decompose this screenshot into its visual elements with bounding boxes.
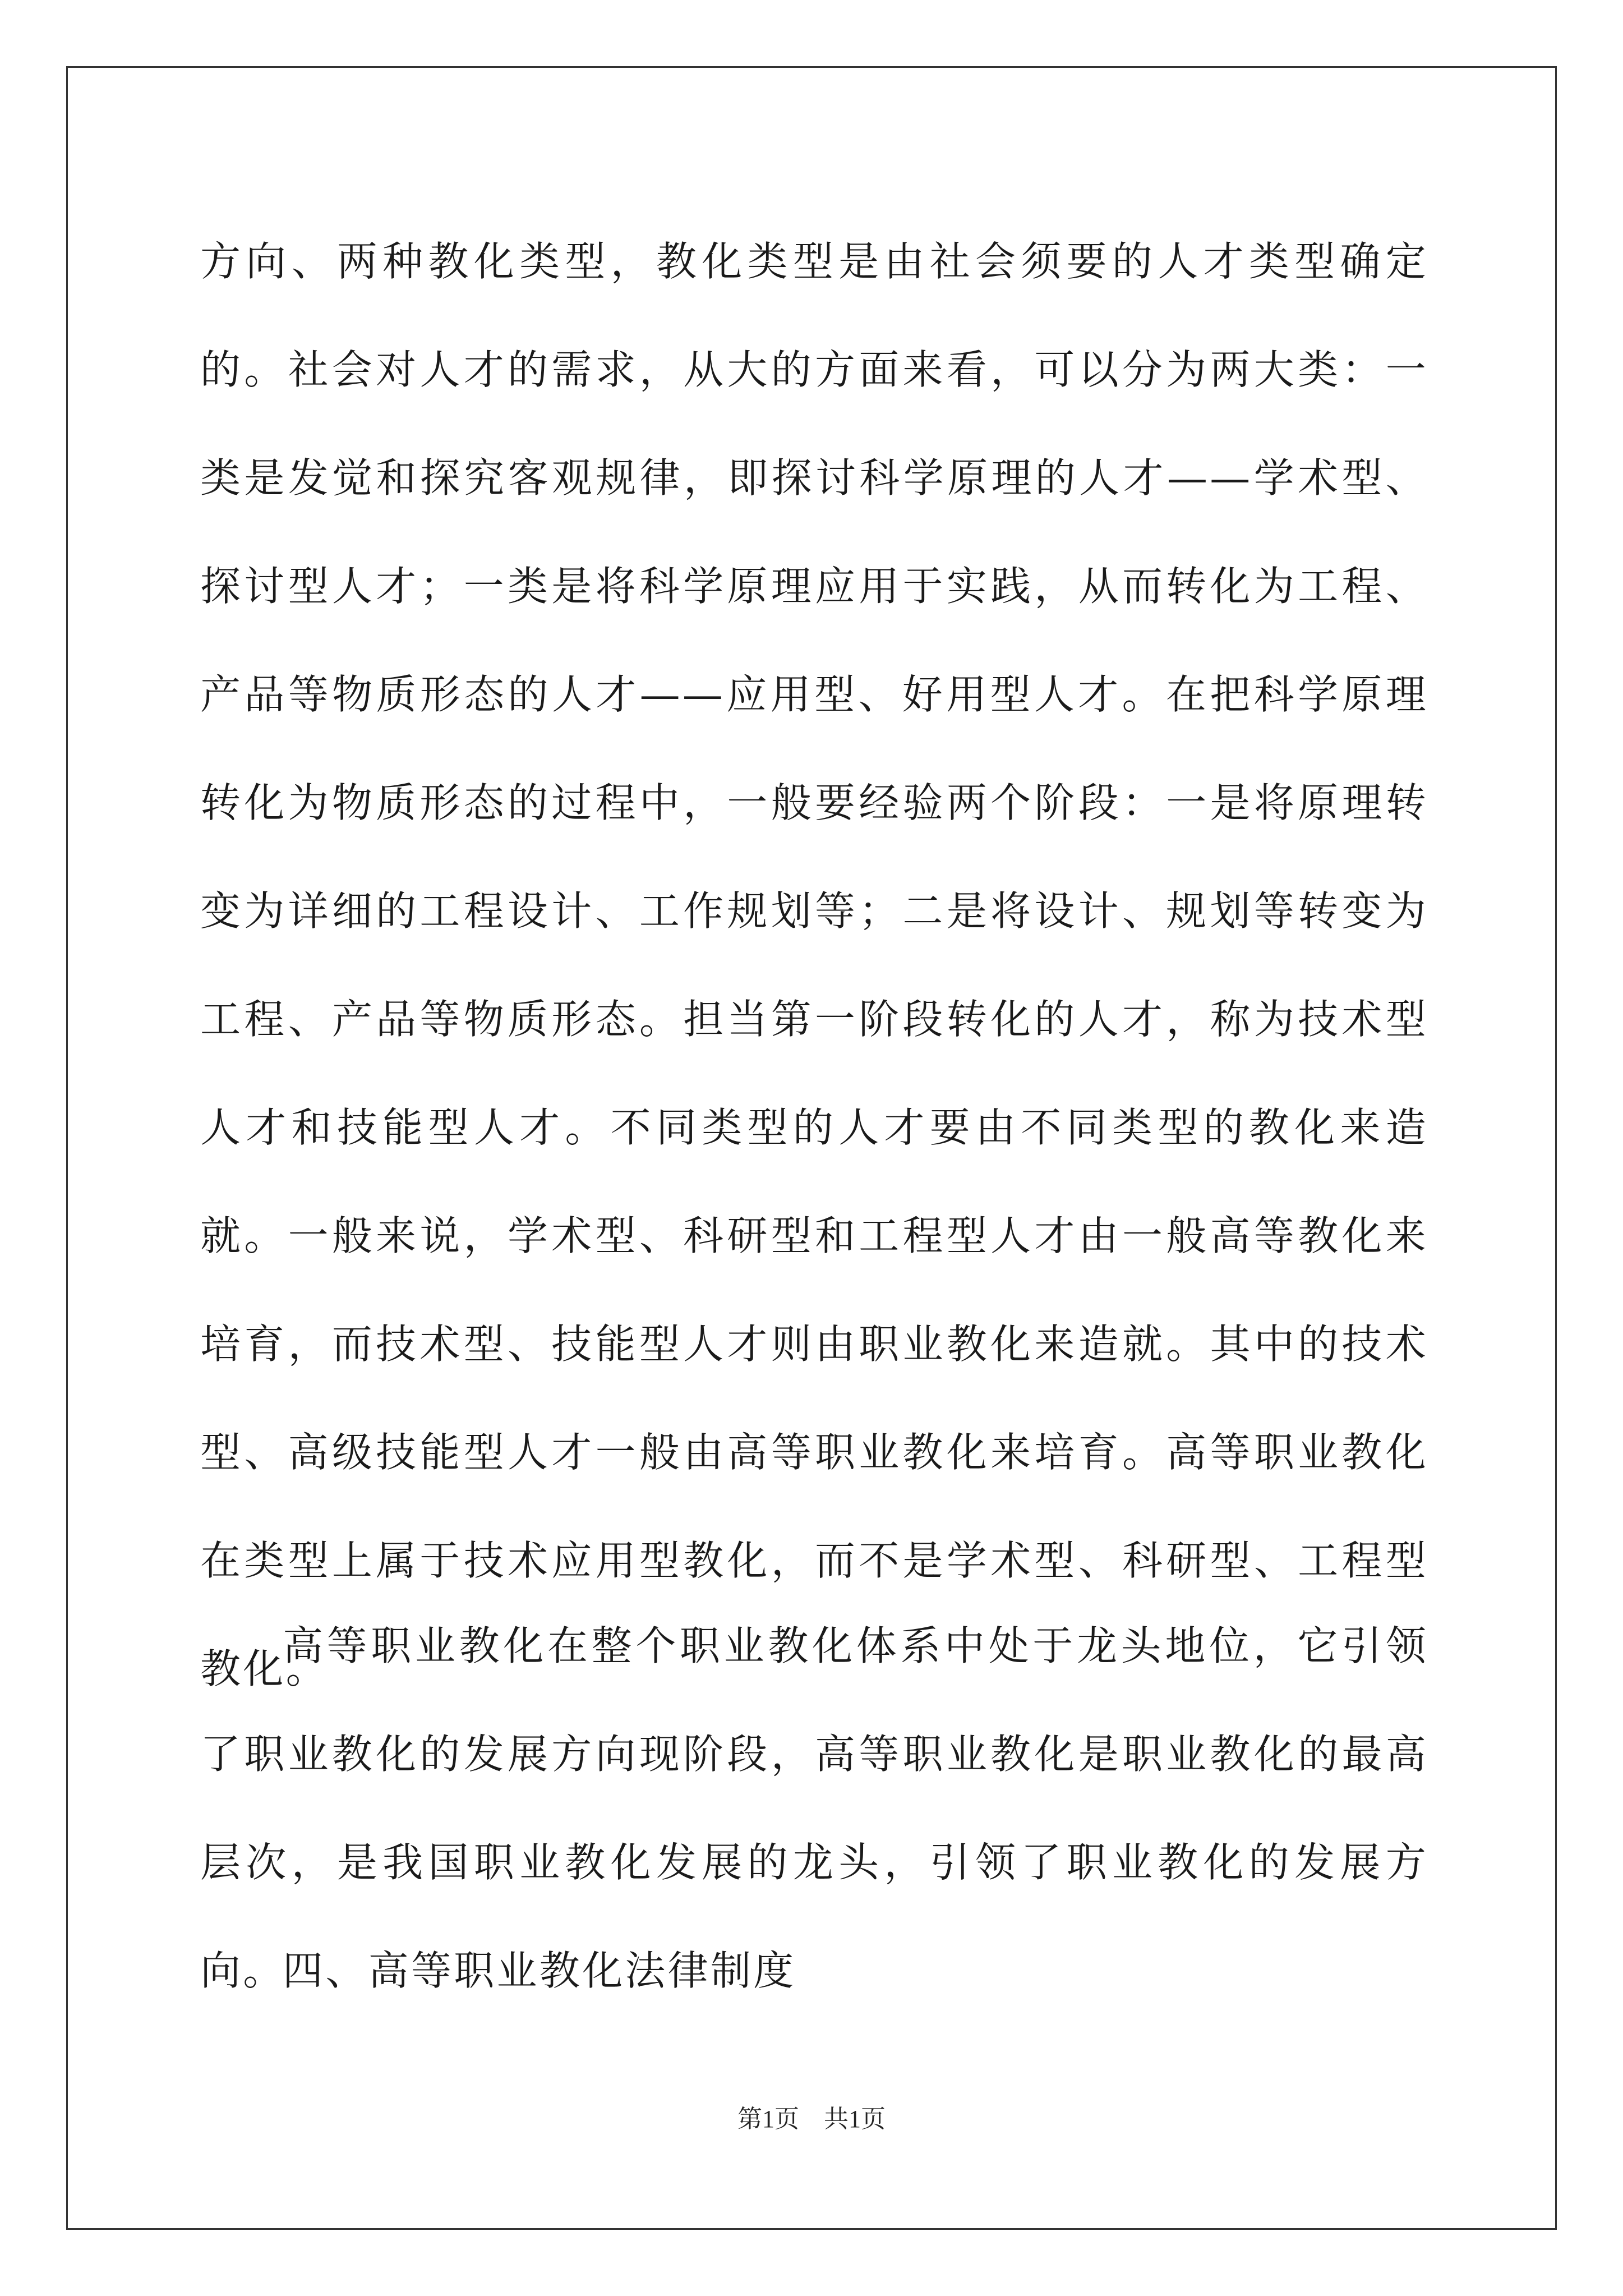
body-paragraph-1: 方向、两种教化类型，教化类型是由社会须要的人才类型确定的。社会对人才的需求，从大的方面来看，可以分为两大类：一类是发觉和探究客观规律，即探讨科学原理的人才——学术型、探讨型人才；一类是将科学原理应用于实践，从而转化为工程、产品等物质形态的人才——应用型、好用型人才。在把科学原理转化为物质形态的过程中，一般要经验两个阶段：一是将原理转变为详细的工程设计、工作规划等；二是将设计、规划等转变为工程、产品等物质形态。担当第一阶段转化的人才，称为技术型人才和技能型人才。不同类型的人才要由不同类型的教化来造就。一般来说，学术型、科研型和工程型人才由一般高等教化来培育，而技术型、技能型人才则由职业教化来造就。其中的技术型、高级技能型人才一般由高等职业教化来培育。高等职业教化在类型上属于技术应用型教化，而不是学术型、科研型、工程型教化。	[200, 238, 1428, 1692]
page-number-footer: 第1页 共1页	[737, 2105, 886, 2133]
body-paragraph-2: 高等职业教化在整个职业教化体系中处于龙头地位，它引领了职业教化的发展方向现阶段，高等职业教化是职业教化的最高层次，是我国职业教化发展的龙头，引领了职业教化的发展方向。	[200, 1622, 1428, 1994]
section-heading: 四、高等职业教化法律制度	[283, 1947, 796, 1994]
